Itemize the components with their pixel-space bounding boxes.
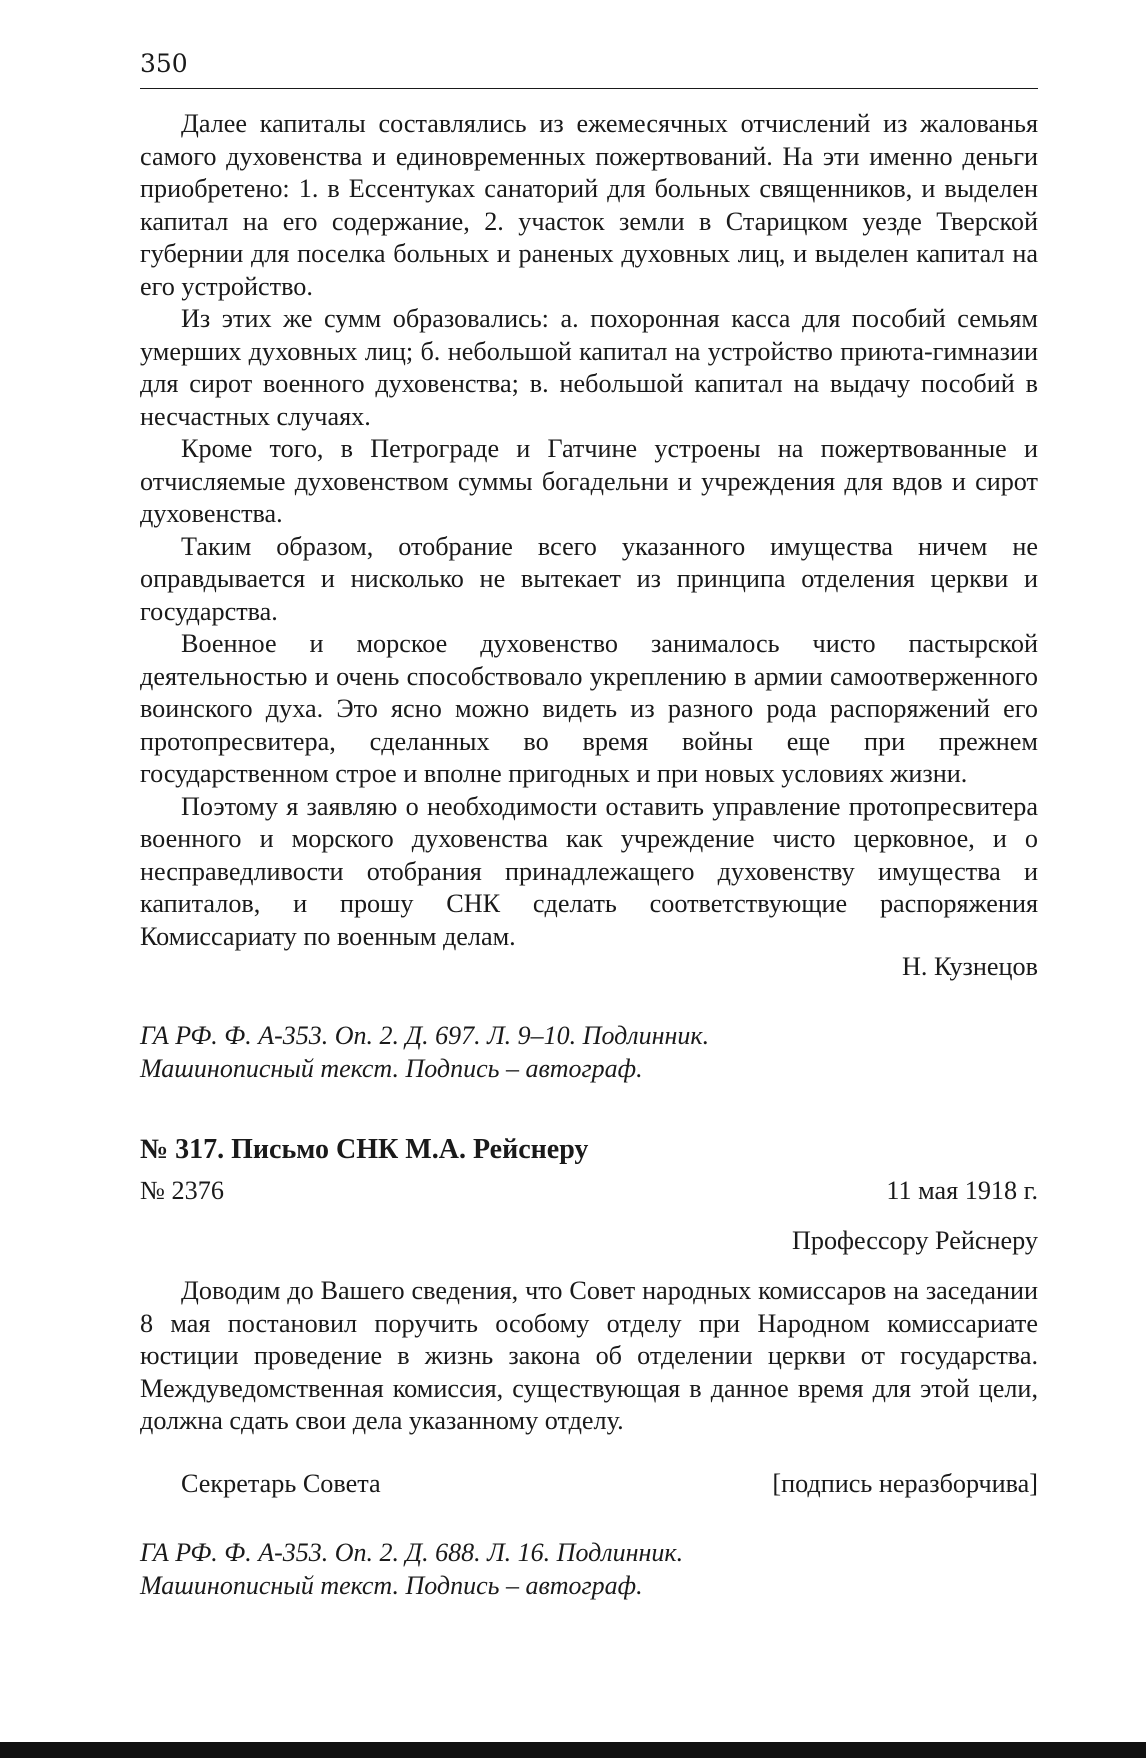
citation-line: ГА РФ. Ф. А-353. Оп. 2. Д. 697. Л. 9–10. Подлинник. [140,1021,710,1050]
paragraph: Поэтому я заявляю о необходимости оставить управление протопресвитера военного и морского духовенства как учреждение чисто церковное, и о несправедливости отобрания принадлежащего духовенству имущества и капиталов, и прошу СНК сделать соответствующие распоряжения Комиссариату по военным делам. [140,791,1038,951]
signer-title: Секретарь Совета [181,1469,381,1498]
document-heading: № 317. Письмо СНК М.А. Рейснеру [140,1134,589,1165]
addressee: Профессору Рейснеру [791,1226,1038,1255]
signer-note: [подпись неразборчива] [772,1469,1038,1498]
archive-citation [140,1020,1038,1085]
citation-line: Машинописный текст. Подпись – автограф. [140,1053,643,1083]
citation-line: ГА РФ. Ф. А-353. Оп. 2. Д. 688. Л. 16. Подлинник. [140,1538,684,1567]
paragraph: Таким образом, отобрание всего указанного имущества ничем не оправдывается и нисколько не вытекает из принципа отделения церкви и государства. [140,531,1038,626]
document-number: № 2376 [140,1176,224,1205]
citation-line: Машинописный текст. Подпись – автограф. [140,1570,643,1600]
document-date: 11 мая 1918 г. [886,1176,1038,1205]
header-rule [140,88,1038,89]
paragraph: Из этих же сумм образовались: а. похоронная касса для пособий семьям умерших духовных лиц; б. небольшой капитал на устройство приюта-гимназии для сирот военного духовенства; в. небольшой капитал на выдачу пособий в несчастных случаях. [140,304,1038,431]
letter-body [140,1275,1038,1438]
page-number: 350 [140,49,188,78]
bottom-border [0,1742,1146,1758]
archive-citation [140,1537,1038,1602]
letter-body [140,108,1038,953]
paragraph: Доводим до Вашего сведения, что Совет народных комиссаров на заседании 8 мая постановил поручить особому отделу при Народном комиссариате юстиции проведение в жизнь закона об отделении церкви от государства. Междуведомственная комиссия, существующая в данное время для этой цели, должна сдать свои дела указанному отделу. [140,1276,1038,1435]
signature: Н. Кузнецов [901,952,1038,981]
paragraph: Военное и морское духовенство занималось чисто пастырской деятельностью и очень способствовало укреплению в армии самоотверженного воинского духа. Это ясно можно видеть из разного рода распоряжений его протопресвитера, сделанных во время войны еще при прежнем государственном строе и вполне пригодных и при новых условиях жизни. [140,629,1038,788]
paragraph: Далее капиталы составлялись из ежемесячных отчислений из жалованья самого духовенства и единовременных пожертвований. На эти именно деньги приобретено: 1. в Ессентуках санаторий для больных священников, и выделен капитал на его содержание, 2. участок земли в Старицком уезде Тверской губернии для поселка больных и раненых духовных лиц, и выделен капитал на его устройство. [140,109,1038,301]
paragraph: Кроме того, в Петрограде и Гатчине устроены на пожертвованные и отчисляемые духовенством суммы богадельни и учреждения для вдов и сирот духовенства. [140,434,1038,528]
